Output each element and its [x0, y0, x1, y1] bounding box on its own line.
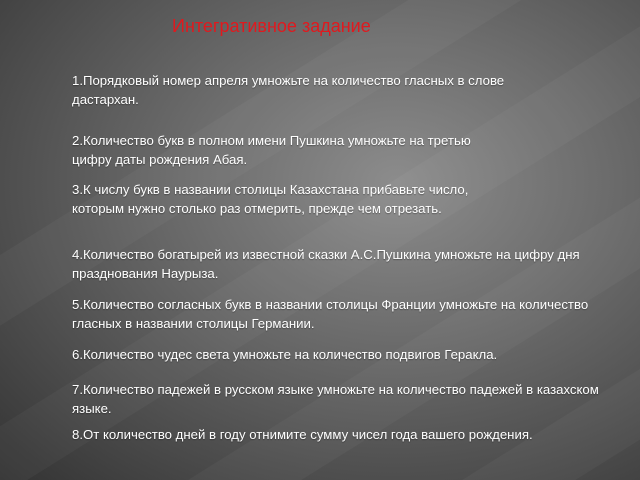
task-7: 7.Количество падежей в русском языке умножьте на количество падежей в казахском языке.	[72, 382, 599, 416]
task-6: 6.Количество чудес света умножьте на количество подвигов Геракла.	[72, 347, 498, 362]
task-2: 2.Количество букв в полном имени Пушкина умножьте на третью цифру даты рождения Абая.	[72, 133, 471, 167]
task-5: 5.Количество согласных букв в названии столицы Франции умножьте на количество гласных в названии столицы Германии.	[72, 297, 589, 331]
task-4: 4.Количество богатырей из известной сказки А.С.Пушкина умножьте на цифру дня празднования Наурыза.	[72, 247, 580, 281]
task-8: 8.От количество дней в году отнимите сумму чисел года вашего рождения.	[72, 427, 533, 442]
task-3: 3.К числу букв в названии столицы Казахстана прибавьте число, которым нужно столько раз отмерить, прежде чем отрезать.	[72, 182, 469, 216]
slide-title: Интегративное задание	[172, 16, 371, 36]
task-1: 1.Порядковый номер апреля умножьте на количество гласных в слове дастархан.	[72, 73, 505, 107]
